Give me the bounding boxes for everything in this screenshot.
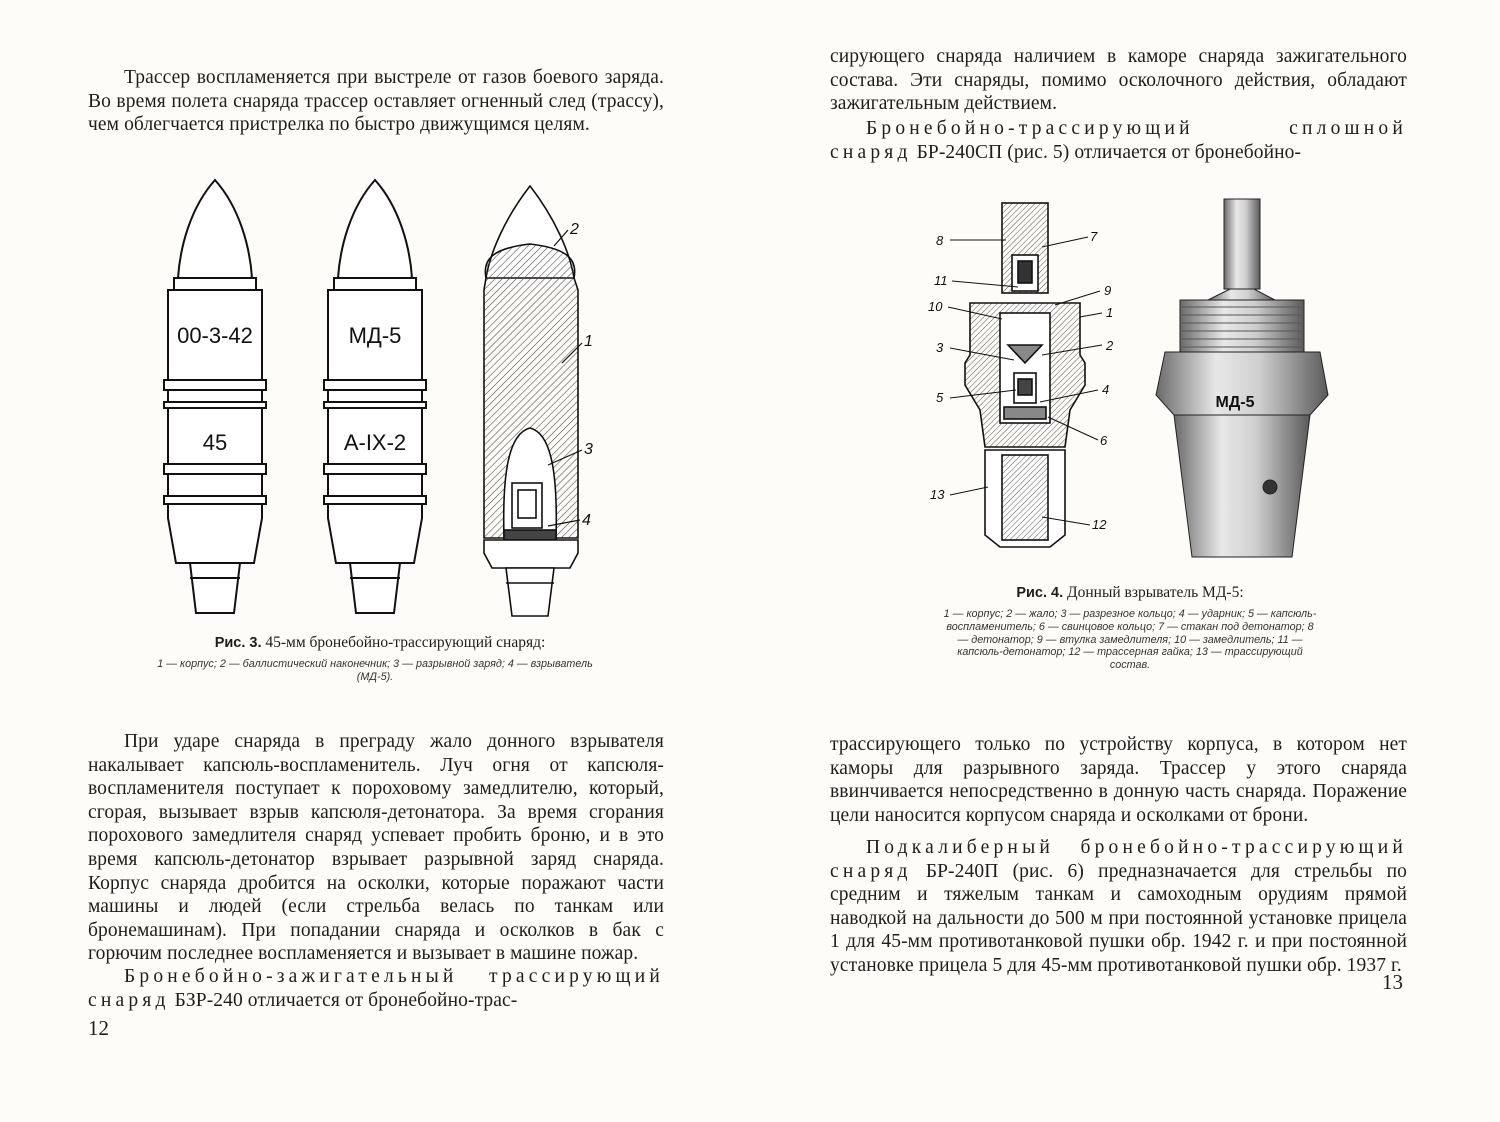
callout-4: 4 — [582, 512, 591, 529]
paragraph-bzr240-rest: БЗР-240 отличается от бронебойно-трас- — [174, 989, 518, 1011]
callout-7: 7 — [1090, 229, 1098, 244]
callout-6: 6 — [1100, 433, 1108, 448]
figure-4-caption-prefix: Рис. 4. — [1016, 585, 1064, 601]
callout-3: 3 — [584, 441, 593, 458]
paragraph-bzr240 — [88, 965, 664, 1012]
figure-3-caption-title: 45-мм бронебойно-трассирующий снаряд: — [265, 634, 546, 651]
callout-4: 4 — [1102, 382, 1110, 397]
figure-3-caption-prefix: Рис. 3. — [214, 635, 262, 651]
callout-1: 1 — [1106, 305, 1114, 320]
callout-13: 13 — [930, 487, 945, 502]
callout-9: 9 — [1104, 283, 1112, 298]
paragraph-tracer: Трассер воспламеняется при выстреле от газов боевого заряда. Во время полета снаряда трассер оставляет огненный след (трассу), чем облегчается пристрелка по быстро движущимся целям. — [88, 67, 664, 136]
fuse-cross-section — [965, 203, 1085, 547]
paragraph-br240sp — [830, 117, 1407, 164]
paragraph-impact: При ударе снаряда в преграду жало донного взрывателя накалывает капсюль-воспламенитель. Луч огня от капсюля-воспламенителя поступает к пороховому замедлителю, который, сгорая, вызывает взрыв капсюля-детонатора. За время сгорания порохового замедлителя снаряд успевает пробить броню, и в это время капсюль-детонатор взрывает разрывной заряд снаряда. Корпус снаряда дробится на осколки, которые поражают части машины и людей (если стрельба велась по танкам или бронемашинам). При попадании снаряда и осколков в бак с горючим последнее воспламеняется и вызывает в машине пожар. — [88, 731, 664, 965]
paragraph-incendiary: сирующего снаряда наличием в каморе снаряда зажигательного состава. Эти снаряды, помимо осколочного действия, обладают зажигательным действием. — [830, 46, 1407, 115]
term-br240sp: Бронебойно-трассирующий сплошной снаряд — [830, 118, 1407, 163]
paragraph-br240p — [830, 836, 1407, 978]
figure-3-caption — [120, 634, 640, 652]
callout-2: 2 — [570, 221, 579, 238]
shell-2 — [324, 180, 426, 613]
fuse-marking: МД-5 — [1215, 394, 1255, 411]
shell-1 — [164, 180, 266, 613]
shell-1-label-bottom: 45 — [202, 430, 228, 455]
figure-4-caption-title: Донный взрыватель МД-5: — [1067, 584, 1244, 601]
callout-1: 1 — [584, 333, 593, 350]
term-bzr240: Бронебойно-зажигательный трассирующий снаряд — [88, 966, 664, 1011]
callout-11: 11 — [934, 273, 948, 288]
figure-3-legend: 1 — корпус; 2 — баллистический наконечник; 3 — разрывной заряд; 4 — взрыватель (МД-5). — [157, 658, 593, 683]
callout-5: 5 — [936, 390, 944, 405]
page-number-right: 13 — [1382, 970, 1403, 994]
paragraph-br240sp-cont: трассирующего только по устройству корпуса, в котором нет каморы для разрывного заряда. Трассер у этого снаряда ввинчивается непосредственно в донную часть снаряда. Поражение цели наносится корпусом снаряда и осколками от брони. — [830, 734, 1407, 826]
page-number-left: 12 — [88, 1016, 109, 1040]
term-br240p: Подкалиберный бронебойно-трассирующий снаряд — [830, 837, 1407, 882]
callout-10: 10 — [928, 299, 943, 314]
figure-4-caption — [870, 584, 1390, 602]
paragraph-br240p-rest: БР-240П (рис. 6) предназначается для стрельбы по средним и тяжелым танкам и самоходным орудиям прямой наводкой на дальности до 500 м при постоянной установке прицела 1 для 45-мм противотанковой пушки обр. 1942 г. и при постоянной установке прицела 5 для 45-мм противотанковой пушки обр. 1937 г. — [830, 860, 1407, 976]
right-page — [750, 0, 1500, 1122]
figure-4-fuse — [930, 195, 1350, 575]
shell-1-label-top: 00-3-42 — [177, 323, 253, 348]
shell-2-label-top: МД-5 — [348, 323, 402, 348]
paragraph-br240sp-rest: БР-240СП (рис. 5) отличается от бронебойно- — [916, 141, 1302, 163]
fuse-exterior — [1156, 199, 1328, 557]
shell-3-cutaway — [484, 186, 578, 616]
figure-4-legend: 1 — корпус; 2 — жало; 3 — разрезное кольцо; 4 — ударник; 5 — капсюль-воспламенитель; 6 — свинцовое кольцо; 7 — стакан под детонатор; 8 — детонатор; 9 — втулка замедлителя; 10 — замедлитель; 11 — капсюль-детонатор; 12 — трассерная гайка; 13 — трассирующий состав. — [943, 608, 1317, 672]
callout-12: 12 — [1092, 517, 1107, 532]
figure-3-shells — [150, 178, 620, 628]
shell-2-label-bottom: А-IX-2 — [343, 430, 407, 455]
callout-8: 8 — [936, 233, 944, 248]
callout-3: 3 — [936, 340, 944, 355]
callout-2: 2 — [1106, 338, 1114, 353]
